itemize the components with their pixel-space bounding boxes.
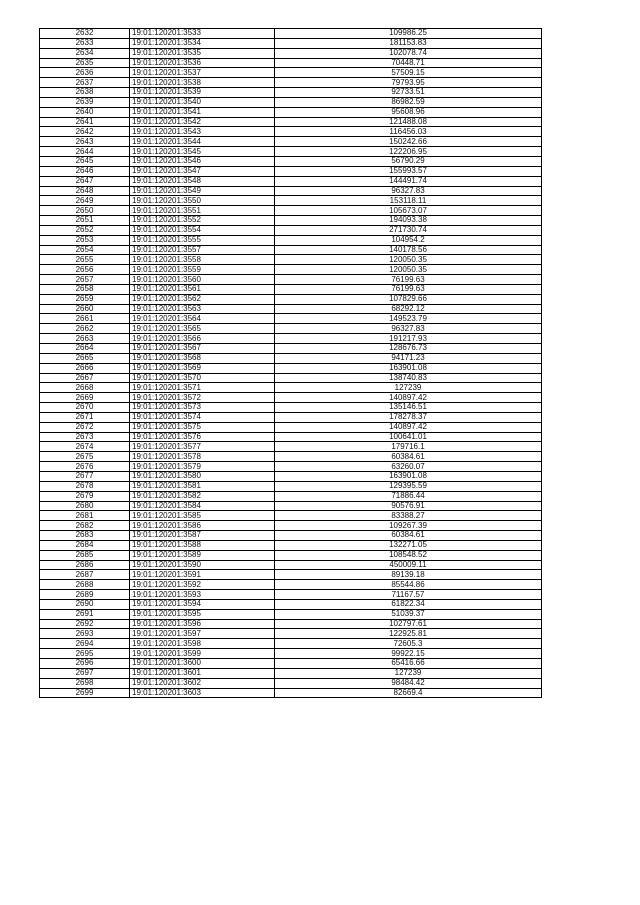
value-cell: 72605.3 [275,639,542,649]
cadastral-number-cell: 19:01:120201:3576 [130,432,275,442]
value-cell: 120050.35 [275,265,542,275]
cadastral-number-cell: 19:01:120201:3568 [130,353,275,363]
row-number-cell: 2649 [40,196,130,206]
row-number-cell: 2647 [40,176,130,186]
table-row [40,491,542,501]
table-row [40,580,542,590]
row-number-cell: 2690 [40,599,130,609]
row-number-cell: 2693 [40,629,130,639]
value-cell: 83388.27 [275,511,542,521]
cadastral-number-cell: 19:01:120201:3570 [130,373,275,383]
table-row [40,688,542,698]
table-row [40,521,542,531]
cadastral-number-cell: 19:01:120201:3598 [130,639,275,649]
value-cell: 90576.91 [275,501,542,511]
row-number-cell: 2665 [40,353,130,363]
cadastral-number-cell: 19:01:120201:3589 [130,550,275,560]
table-row [40,609,542,619]
table-row [40,186,542,196]
table-row [40,501,542,511]
row-number-cell: 2695 [40,649,130,659]
value-cell: 127239 [275,383,542,393]
value-cell: 128676.73 [275,344,542,354]
row-number-cell: 2633 [40,38,130,48]
row-number-cell: 2661 [40,314,130,324]
value-cell: 181153.83 [275,38,542,48]
row-number-cell: 2696 [40,659,130,669]
cadastral-number-cell: 19:01:120201:3558 [130,255,275,265]
cadastral-number-cell: 19:01:120201:3543 [130,127,275,137]
cadastral-number-cell: 19:01:120201:3551 [130,206,275,216]
row-number-cell: 2659 [40,294,130,304]
row-number-cell: 2698 [40,678,130,688]
cadastral-number-cell: 19:01:120201:3585 [130,511,275,521]
value-cell: 163901.08 [275,363,542,373]
cadastral-number-cell: 19:01:120201:3539 [130,88,275,98]
cadastral-number-cell: 19:01:120201:3540 [130,97,275,107]
cadastral-number-cell: 19:01:120201:3548 [130,176,275,186]
cadastral-number-cell: 19:01:120201:3533 [130,29,275,39]
cadastral-number-cell: 19:01:120201:3588 [130,540,275,550]
value-cell: 122206.95 [275,147,542,157]
table-row [40,471,542,481]
row-number-cell: 2664 [40,344,130,354]
value-cell: 153118.11 [275,196,542,206]
cadastral-number-cell: 19:01:120201:3596 [130,619,275,629]
cadastral-number-cell: 19:01:120201:3564 [130,314,275,324]
row-number-cell: 2677 [40,471,130,481]
cadastral-number-cell: 19:01:120201:3559 [130,265,275,275]
cadastral-number-cell: 19:01:120201:3594 [130,599,275,609]
table-row [40,68,542,78]
row-number-cell: 2691 [40,609,130,619]
row-number-cell: 2651 [40,216,130,226]
value-cell: 71167.57 [275,590,542,600]
row-number-cell: 2682 [40,521,130,531]
table-row [40,314,542,324]
value-cell: 116456.03 [275,127,542,137]
value-cell: 60384.61 [275,531,542,541]
table-row [40,353,542,363]
cadastral-number-cell: 19:01:120201:3569 [130,363,275,373]
row-number-cell: 2662 [40,324,130,334]
table-row [40,265,542,275]
cadastral-number-cell: 19:01:120201:3537 [130,68,275,78]
table-row [40,678,542,688]
cadastral-number-cell: 19:01:120201:3595 [130,609,275,619]
value-cell: 60384.61 [275,452,542,462]
row-number-cell: 2671 [40,412,130,422]
table-row [40,216,542,226]
row-number-cell: 2658 [40,284,130,294]
value-cell: 68292.12 [275,304,542,314]
row-number-cell: 2680 [40,501,130,511]
table-row [40,403,542,413]
table-row [40,442,542,452]
value-cell: 94171.23 [275,353,542,363]
value-cell: 70448.71 [275,58,542,68]
cadastral-number-cell: 19:01:120201:3538 [130,78,275,88]
cadastral-number-cell: 19:01:120201:3550 [130,196,275,206]
cadastral-number-cell: 19:01:120201:3586 [130,521,275,531]
value-cell: 86982.59 [275,97,542,107]
table-row [40,196,542,206]
row-number-cell: 2681 [40,511,130,521]
table-row [40,117,542,127]
value-cell: 104954.2 [275,235,542,245]
table-body [40,29,542,698]
table-row [40,147,542,157]
value-cell: 109986.25 [275,29,542,39]
table-row [40,176,542,186]
cadastral-number-cell: 19:01:120201:3580 [130,471,275,481]
row-number-cell: 2644 [40,147,130,157]
row-number-cell: 2652 [40,225,130,235]
cadastral-number-cell: 19:01:120201:3535 [130,48,275,58]
table-row [40,452,542,462]
value-cell: 121488.08 [275,117,542,127]
table-row [40,107,542,117]
table-row [40,511,542,521]
row-number-cell: 2670 [40,403,130,413]
table-row [40,659,542,669]
value-cell: 63260.07 [275,462,542,472]
table-row [40,373,542,383]
table-row [40,235,542,245]
value-cell: 102078.74 [275,48,542,58]
table-row [40,668,542,678]
value-cell: 150242.66 [275,137,542,147]
document-page [39,28,542,698]
row-number-cell: 2679 [40,491,130,501]
cadastral-number-cell: 19:01:120201:3590 [130,560,275,570]
table-row [40,275,542,285]
value-cell: 76199.63 [275,275,542,285]
value-cell: 132271.05 [275,540,542,550]
table-row [40,78,542,88]
value-cell: 98484.42 [275,678,542,688]
cadastral-number-cell: 19:01:120201:3573 [130,403,275,413]
value-cell: 79793.95 [275,78,542,88]
table-row [40,383,542,393]
table-row [40,432,542,442]
cadastral-number-cell: 19:01:120201:3579 [130,462,275,472]
value-cell: 99922.15 [275,649,542,659]
table-row [40,570,542,580]
table-row [40,284,542,294]
table-row [40,137,542,147]
row-number-cell: 2689 [40,590,130,600]
value-cell: 138740.83 [275,373,542,383]
row-number-cell: 2656 [40,265,130,275]
data-table [39,28,542,698]
cadastral-number-cell: 19:01:120201:3572 [130,393,275,403]
cadastral-number-cell: 19:01:120201:3542 [130,117,275,127]
table-row [40,550,542,560]
row-number-cell: 2688 [40,580,130,590]
cadastral-number-cell: 19:01:120201:3566 [130,334,275,344]
value-cell: 92733.51 [275,88,542,98]
value-cell: 100641.01 [275,432,542,442]
row-number-cell: 2637 [40,78,130,88]
table-row [40,363,542,373]
table-row [40,344,542,354]
table-row [40,38,542,48]
cadastral-number-cell: 19:01:120201:3549 [130,186,275,196]
cadastral-number-cell: 19:01:120201:3602 [130,678,275,688]
value-cell: 95608.96 [275,107,542,117]
cadastral-number-cell: 19:01:120201:3552 [130,216,275,226]
cadastral-number-cell: 19:01:120201:3557 [130,245,275,255]
value-cell: 89139.18 [275,570,542,580]
table-row [40,255,542,265]
cadastral-number-cell: 19:01:120201:3599 [130,649,275,659]
row-number-cell: 2632 [40,29,130,39]
value-cell: 76199.63 [275,284,542,294]
cadastral-number-cell: 19:01:120201:3546 [130,156,275,166]
cadastral-number-cell: 19:01:120201:3545 [130,147,275,157]
table-row [40,422,542,432]
cadastral-number-cell: 19:01:120201:3544 [130,137,275,147]
table-row [40,225,542,235]
value-cell: 163901.08 [275,471,542,481]
value-cell: 96327.83 [275,324,542,334]
value-cell: 109267.39 [275,521,542,531]
table-row [40,462,542,472]
cadastral-number-cell: 19:01:120201:3587 [130,531,275,541]
table-row [40,29,542,39]
table-row [40,629,542,639]
value-cell: 122925.81 [275,629,542,639]
value-cell: 271730.74 [275,225,542,235]
row-number-cell: 2636 [40,68,130,78]
table-row [40,156,542,166]
row-number-cell: 2660 [40,304,130,314]
value-cell: 65416.66 [275,659,542,669]
value-cell: 140178.56 [275,245,542,255]
cadastral-number-cell: 19:01:120201:3574 [130,412,275,422]
table-row [40,649,542,659]
table-row [40,393,542,403]
row-number-cell: 2663 [40,334,130,344]
row-number-cell: 2692 [40,619,130,629]
value-cell: 155993.57 [275,166,542,176]
table-row [40,304,542,314]
row-number-cell: 2641 [40,117,130,127]
value-cell: 129395.59 [275,481,542,491]
value-cell: 144491.74 [275,176,542,186]
cadastral-number-cell: 19:01:120201:3575 [130,422,275,432]
table-row [40,619,542,629]
row-number-cell: 2657 [40,275,130,285]
table-row [40,88,542,98]
cadastral-number-cell: 19:01:120201:3534 [130,38,275,48]
cadastral-number-cell: 19:01:120201:3563 [130,304,275,314]
cadastral-number-cell: 19:01:120201:3584 [130,501,275,511]
table-row [40,412,542,422]
table-row [40,540,542,550]
row-number-cell: 2685 [40,550,130,560]
row-number-cell: 2672 [40,422,130,432]
row-number-cell: 2654 [40,245,130,255]
table-row [40,590,542,600]
value-cell: 108548.52 [275,550,542,560]
value-cell: 57509.15 [275,68,542,78]
table-row [40,481,542,491]
table-row [40,58,542,68]
row-number-cell: 2650 [40,206,130,216]
cadastral-number-cell: 19:01:120201:3593 [130,590,275,600]
value-cell: 102797.61 [275,619,542,629]
table-row [40,599,542,609]
cadastral-number-cell: 19:01:120201:3582 [130,491,275,501]
cadastral-number-cell: 19:01:120201:3567 [130,344,275,354]
value-cell: 194093.38 [275,216,542,226]
cadastral-number-cell: 19:01:120201:3571 [130,383,275,393]
row-number-cell: 2646 [40,166,130,176]
value-cell: 107829.66 [275,294,542,304]
row-number-cell: 2640 [40,107,130,117]
value-cell: 105673.07 [275,206,542,216]
row-number-cell: 2674 [40,442,130,452]
value-cell: 56790.29 [275,156,542,166]
row-number-cell: 2638 [40,88,130,98]
row-number-cell: 2675 [40,452,130,462]
cadastral-number-cell: 19:01:120201:3536 [130,58,275,68]
value-cell: 450009.11 [275,560,542,570]
value-cell: 61822.34 [275,599,542,609]
cadastral-number-cell: 19:01:120201:3562 [130,294,275,304]
table-row [40,127,542,137]
row-number-cell: 2686 [40,560,130,570]
value-cell: 51039.37 [275,609,542,619]
table-row [40,334,542,344]
row-number-cell: 2666 [40,363,130,373]
value-cell: 71886.44 [275,491,542,501]
value-cell: 149523.79 [275,314,542,324]
row-number-cell: 2667 [40,373,130,383]
cadastral-number-cell: 19:01:120201:3577 [130,442,275,452]
cadastral-number-cell: 19:01:120201:3578 [130,452,275,462]
value-cell: 191217.93 [275,334,542,344]
table-row [40,531,542,541]
cadastral-number-cell: 19:01:120201:3581 [130,481,275,491]
value-cell: 140897.42 [275,393,542,403]
value-cell: 120050.35 [275,255,542,265]
row-number-cell: 2635 [40,58,130,68]
row-number-cell: 2643 [40,137,130,147]
cadastral-number-cell: 19:01:120201:3603 [130,688,275,698]
row-number-cell: 2668 [40,383,130,393]
row-number-cell: 2634 [40,48,130,58]
row-number-cell: 2683 [40,531,130,541]
cadastral-number-cell: 19:01:120201:3600 [130,659,275,669]
cadastral-number-cell: 19:01:120201:3592 [130,580,275,590]
table-row [40,206,542,216]
cadastral-number-cell: 19:01:120201:3591 [130,570,275,580]
value-cell: 179716.1 [275,442,542,452]
table-row [40,560,542,570]
row-number-cell: 2694 [40,639,130,649]
row-number-cell: 2645 [40,156,130,166]
row-number-cell: 2639 [40,97,130,107]
cadastral-number-cell: 19:01:120201:3547 [130,166,275,176]
cadastral-number-cell: 19:01:120201:3565 [130,324,275,334]
cadastral-number-cell: 19:01:120201:3561 [130,284,275,294]
row-number-cell: 2699 [40,688,130,698]
table-row [40,639,542,649]
row-number-cell: 2669 [40,393,130,403]
table-row [40,48,542,58]
value-cell: 135146.51 [275,403,542,413]
row-number-cell: 2678 [40,481,130,491]
row-number-cell: 2697 [40,668,130,678]
value-cell: 82669.4 [275,688,542,698]
value-cell: 140897.42 [275,422,542,432]
cadastral-number-cell: 19:01:120201:3554 [130,225,275,235]
row-number-cell: 2687 [40,570,130,580]
table-row [40,324,542,334]
cadastral-number-cell: 19:01:120201:3555 [130,235,275,245]
row-number-cell: 2642 [40,127,130,137]
row-number-cell: 2676 [40,462,130,472]
row-number-cell: 2653 [40,235,130,245]
value-cell: 96327.83 [275,186,542,196]
cadastral-number-cell: 19:01:120201:3597 [130,629,275,639]
cadastral-number-cell: 19:01:120201:3541 [130,107,275,117]
value-cell: 85544.86 [275,580,542,590]
row-number-cell: 2684 [40,540,130,550]
table-row [40,245,542,255]
table-row [40,294,542,304]
row-number-cell: 2648 [40,186,130,196]
value-cell: 127239 [275,668,542,678]
value-cell: 178278.37 [275,412,542,422]
cadastral-number-cell: 19:01:120201:3560 [130,275,275,285]
row-number-cell: 2673 [40,432,130,442]
cadastral-number-cell: 19:01:120201:3601 [130,668,275,678]
row-number-cell: 2655 [40,255,130,265]
table-row [40,97,542,107]
table-row [40,166,542,176]
